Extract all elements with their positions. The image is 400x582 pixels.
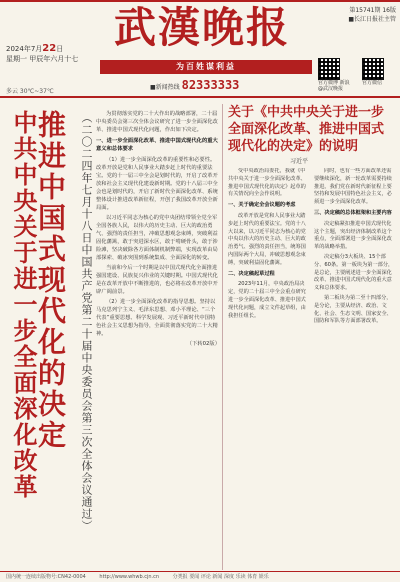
explanation-col-2 <box>314 168 396 568</box>
hotline-label: ■新闻热线 <box>150 84 180 91</box>
paragraph: 受中央政治局委托，我就《中共中央关于进一步全面深化改革、推进中国式现代化的决定》起草的有关情况向全会作说明。 <box>228 168 306 198</box>
qr-weibo-label: 官方微博 新浪@武汉晚报 <box>318 80 350 92</box>
section-heading: 三、决定稿的总体框架和主要内容 <box>314 209 392 216</box>
publisher: ■长江日报社主管 <box>348 16 396 23</box>
paragraph: （1）进一步全面深化改革的重要性和必要性。改革开放是党和人民事业大踏步赶上时代的重要法宝。党的十一届三中全会是划时代的，开启了改革开放和社会主义现代化建设新时期。党的十八届三中全会也是划时代的，开启了新时代全面深化改革、系统整体设计推进改革新征程，开创了我国改革开放全新局面。 <box>96 157 218 211</box>
hotline-number: 82333333 <box>181 78 240 92</box>
paragraph: 同时，也有一些方面改革还需要继续深化，新一轮改革需要持续推进。我们党在新时代新征程上要坚持和发展中国特色社会主义，必须进一步全面深化改革。 <box>314 168 392 206</box>
date-day: 22 <box>42 43 57 54</box>
column-divider <box>222 104 223 570</box>
section-heading: 一、进一步全面深化改革、推进中国式现代化的重大意义和总体要求 <box>96 138 218 152</box>
section-heading: 二、决定稿起草过程 <box>228 270 275 277</box>
footer-issn: 国内统一连续出版物号:CN42-0004 <box>6 574 86 580</box>
paragraph: 决定稿分3大板块、15个部分、60条。第一板块为第一部分，是总论，主要阐述进一步全面深化改革、推进中国式现代化的重大意义和总体要求。 <box>314 253 394 292</box>
qr-wechat[interactable] <box>362 58 392 92</box>
paragraph: 2023年11月，中央政治局决定，党的二十届三中全会重点研究进一步全面深化改革、推进中国式现代化问题，成立文件起草组，由我担任组长。 <box>228 281 306 319</box>
author: 习近平 <box>290 158 309 165</box>
explanation-col-1 <box>228 168 310 568</box>
hotline <box>150 78 320 92</box>
headline-col1: 中共中央关于进一步全面深化改革 <box>9 110 38 500</box>
footer-url[interactable]: http://www.whwb.cjn.cn <box>99 574 160 580</box>
qr-code-icon <box>362 58 384 80</box>
footer <box>0 571 400 582</box>
paragraph: 第二板块为第二至十四部分，是分论，主要从经济、政治、文化、社会、生态文明、国家安全、国防和军队等方面部署改革。 <box>314 294 392 325</box>
decision-body <box>96 110 220 570</box>
date-sub: 日 <box>56 45 64 53</box>
issue-info <box>330 6 396 24</box>
top-rule <box>0 0 400 2</box>
headline-col2: 推进中国式现代化的决定 <box>34 110 67 451</box>
weather: 多云 30℃~37℃ <box>6 88 54 95</box>
paragraph: 以习近平同志为核心的党中央团结带领全党全军全国各族人民，以伟大的历史主动、巨大的政治勇气、强烈的责任担当，冲破思想观念束缚，突破利益固化藩篱，敢于突进深水区，敢于啃硬骨头，敢于涉险滩，坚决破除各方面体制机制弊端，实现改革由局部探索、破冰突围到系统集成、全面深化的转变。 <box>96 215 218 261</box>
paragraph: 当前和今后一个时期是以中国式现代化全面推进强国建设、民族复兴伟业的关键时期。中国式现代化是在改革开放中不断推进的，也必将在改革开放中开辟广阔前景。 <box>96 265 218 295</box>
footer-sections: 分类报 要闻 评论 新闻 深度 乐读 体育 娱乐 <box>172 574 269 580</box>
issue-number: 第15741期 16版 <box>349 7 396 14</box>
masthead-rule <box>0 96 400 98</box>
qr-code-icon <box>318 58 340 80</box>
qr-codes <box>318 58 392 92</box>
headline-subtitle: （二〇二四年七月十八日中国共产党第二十届中央委员会第三次全体会议通过） <box>80 112 93 532</box>
section-heading: 一、关于确定全会议题的考虑 <box>228 202 296 209</box>
newspaper-logo: 武漢晚报 <box>113 3 290 52</box>
paragraph: （2）进一步全面深化改革的指导思想。坚持以马克思列宁主义、毛泽东思想、邓小平理论、“三个代表”重要思想、科学发展观、习近平新时代中国特色社会主义思想为指导，全面贯彻落实党的二十大精神。 <box>96 299 218 337</box>
paragraph: 为贯彻落实党的二十大作出的战略部署，二十届中央委员会第三次全体会议研究了进一步全面深化改革、推进中国式现代化问题，作出如下决定。 <box>96 111 218 133</box>
weekday-lunar: 星期一 甲辰年六月十七 <box>6 55 79 63</box>
date-year: 2024年7月 <box>6 45 43 53</box>
qr-weibo[interactable] <box>318 58 352 92</box>
date-block <box>6 44 98 64</box>
paragraph: 决定稿紧扣推进中国式现代化这个主题，突出经济体制改革这个重点，全面部署进一步全面深化改革的战略举措。 <box>314 220 392 251</box>
qr-wechat-label: 官方微信 <box>362 80 383 86</box>
explanation-title: 关于《中共中央关于进一步全面深化改革、推进中国式现代化的决定》的说明 <box>228 105 385 154</box>
paragraph: 改革开放是党和人民事业大踏步赶上时代的重要法宝。党的十八大以来，以习近平同志为核心的党中央以伟大的历史主动、巨大的政治勇气、强烈的责任担当，统筹国内国际两个大局，冲破思想观念束缚，突破利益固化藩篱。 <box>228 212 306 266</box>
slogan-bar: 为百姓谋利益 <box>100 60 312 74</box>
continued-note: （下转02版） <box>186 341 220 347</box>
